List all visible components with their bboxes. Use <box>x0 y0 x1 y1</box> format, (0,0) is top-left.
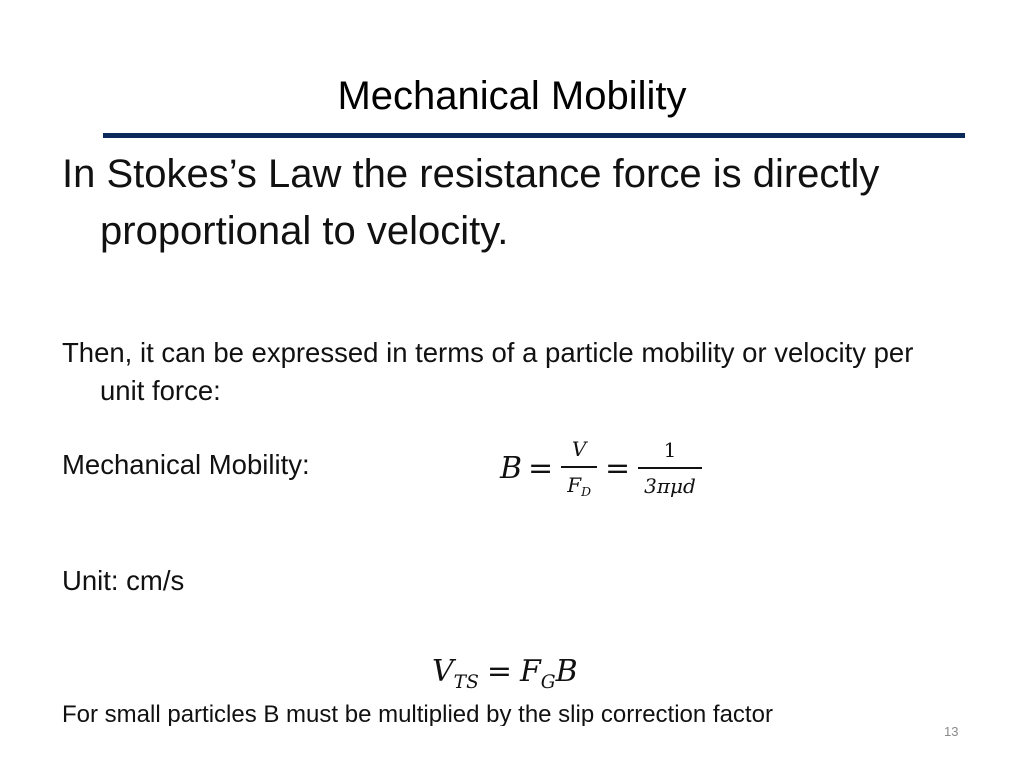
mobility-equation <box>500 428 704 508</box>
fraction-numerator: 1 <box>663 438 677 462</box>
drag-force-symbol: F <box>567 472 582 497</box>
gravity-force-symbol: F <box>519 654 541 689</box>
slide-title: Mechanical Mobility <box>337 74 687 118</box>
mobility-symbol: B <box>555 654 578 689</box>
velocity-symbol: V <box>432 654 454 689</box>
title-divider <box>103 133 965 138</box>
unit-label: Unit: cm/s <box>62 565 185 596</box>
fraction-denominator <box>561 468 597 502</box>
fraction-numerator: V <box>571 436 587 461</box>
lead-bullet: In Stokes’s Law the resistance force is directly proportional to velocity. <box>62 152 880 253</box>
page-number: 13 <box>944 724 959 739</box>
equals-sign: = <box>605 450 631 486</box>
drag-subscript: D <box>581 483 592 499</box>
gravity-subscript: G <box>540 671 556 693</box>
mobility-label: Mechanical Mobility: <box>62 449 310 480</box>
settling-velocity-equation <box>432 652 578 696</box>
equals-sign: = <box>528 450 554 486</box>
velocity-over-drag-fraction <box>561 435 597 502</box>
equals-sign: = <box>486 654 512 689</box>
velocity-subscript: TS <box>453 671 479 693</box>
mobility-definition-bullet: Then, it can be expressed in terms of a particle mobility or velocity per unit force: <box>62 337 914 406</box>
slip-correction-note: For small particles B must be multiplied by the slip correction factor <box>62 701 773 726</box>
fraction-denominator: 3πμd <box>644 474 696 498</box>
mobility-symbol: B <box>500 450 523 486</box>
stokes-fraction <box>638 436 702 500</box>
